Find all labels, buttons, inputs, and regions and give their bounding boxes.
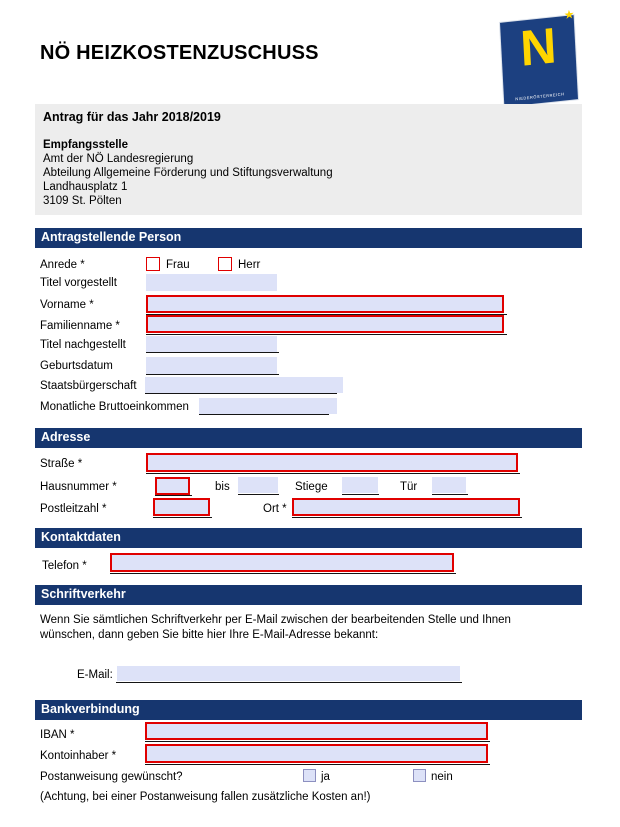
postanweisung-nein-checkbox[interactable]	[413, 769, 426, 782]
field-underline	[146, 374, 279, 375]
titel-nachgestellt-input[interactable]	[146, 336, 277, 352]
field-underline	[153, 517, 212, 518]
field-underline	[432, 494, 468, 495]
postanweisung-label: Postanweisung gewünscht?	[40, 771, 183, 783]
anrede-label: Anrede *	[40, 259, 85, 271]
field-underline	[238, 494, 279, 495]
bruttoeinkommen-input[interactable]	[199, 398, 337, 414]
page-title: NÖ HEIZKOSTENZUSCHUSS	[40, 42, 319, 64]
bruttoeinkommen-label: Monatliche Bruttoeinkommen	[40, 401, 189, 413]
postanweisung-warning: (Achtung, bei einer Postanweisung fallen zusätzliche Kosten an!)	[40, 791, 371, 803]
staatsbuergerschaft-input[interactable]	[145, 377, 343, 393]
titel-vorgestellt-label: Titel vorgestellt	[40, 277, 117, 289]
kontoinhaber-label: Kontoinhaber *	[40, 750, 117, 762]
field-underline	[116, 682, 462, 683]
field-underline	[342, 494, 379, 495]
telefon-label: Telefon *	[42, 560, 87, 572]
section-header-schriftverkehr: Schriftverkehr	[35, 585, 582, 605]
field-underline	[110, 573, 456, 574]
titel-vorgestellt-input[interactable]	[146, 274, 277, 291]
titel-nachgestellt-label: Titel nachgestellt	[40, 339, 126, 351]
bis-input[interactable]	[238, 477, 278, 493]
office-line: Landhausplatz 1	[43, 181, 128, 193]
field-underline	[155, 495, 192, 496]
strasse-input[interactable]	[146, 453, 518, 472]
staatsbuergerschaft-label: Staatsbürgerschaft	[40, 380, 137, 392]
ort-label: Ort *	[263, 503, 287, 515]
section-header-kontaktdaten: Kontaktdaten	[35, 528, 582, 548]
field-underline	[199, 414, 329, 415]
tuer-label: Tür	[400, 481, 418, 493]
vorname-input[interactable]	[146, 295, 504, 313]
kontoinhaber-input[interactable]	[145, 744, 488, 763]
iban-label: IBAN *	[40, 729, 75, 741]
telefon-input[interactable]	[110, 553, 454, 572]
field-underline	[145, 393, 337, 394]
geburtsdatum-input[interactable]	[146, 357, 277, 374]
postanweisung-ja-checkbox[interactable]	[303, 769, 316, 782]
hausnummer-input[interactable]	[155, 477, 190, 495]
anrede-frau-checkbox[interactable]	[146, 257, 160, 271]
vorname-label: Vorname *	[40, 299, 94, 311]
office-label: Empfangsstelle	[43, 139, 128, 151]
logo-region-label: NIEDERÖSTERREICH	[515, 91, 565, 102]
strasse-label: Straße *	[40, 458, 83, 470]
field-underline	[146, 334, 507, 335]
schriftverkehr-text-line: wünschen, dann geben Sie bitte hier Ihre E-Mail-Adresse bekannt:	[40, 629, 379, 641]
schriftverkehr-text-line: Wenn Sie sämtlichen Schriftverkehr per E-Mail zwischen der bearbeitenden Stelle und Ihnen	[40, 614, 511, 626]
email-input[interactable]	[117, 666, 460, 681]
star-icon: ★	[563, 7, 575, 23]
stiege-input[interactable]	[342, 477, 378, 493]
logo-card	[500, 7, 578, 107]
stiege-label: Stiege	[295, 481, 328, 493]
familienname-input[interactable]	[146, 315, 504, 333]
hausnummer-label: Hausnummer *	[40, 481, 117, 493]
postanweisung-nein-label: nein	[431, 771, 453, 783]
email-label: E-Mail:	[77, 669, 113, 681]
section-header-bankverbindung: Bankverbindung	[35, 700, 582, 720]
anrede-herr-label: Herr	[238, 259, 261, 271]
office-line: 3109 St. Pölten	[43, 195, 122, 207]
office-line: Abteilung Allgemeine Förderung und Stiftungsverwaltung	[43, 167, 333, 179]
postleitzahl-input[interactable]	[153, 498, 210, 516]
office-line: Amt der NÖ Landesregierung	[43, 153, 194, 165]
postleitzahl-label: Postleitzahl *	[40, 503, 107, 515]
postanweisung-ja-label: ja	[321, 771, 330, 783]
bis-label: bis	[215, 481, 230, 493]
iban-input[interactable]	[145, 722, 488, 740]
section-header-person: Antragstellende Person	[35, 228, 582, 248]
anrede-frau-label: Frau	[166, 259, 190, 271]
familienname-label: Familienname *	[40, 320, 120, 332]
field-underline	[145, 764, 490, 765]
field-underline	[292, 517, 522, 518]
field-underline	[146, 352, 279, 353]
anrede-herr-checkbox[interactable]	[218, 257, 232, 271]
field-underline	[146, 473, 520, 474]
logo-n-letter: N	[518, 17, 558, 77]
section-header-adresse: Adresse	[35, 428, 582, 448]
geburtsdatum-label: Geburtsdatum	[40, 360, 113, 372]
application-year-heading: Antrag für das Jahr 2018/2019	[43, 110, 221, 124]
tuer-input[interactable]	[432, 477, 466, 493]
niederoesterreich-logo	[500, 7, 584, 108]
field-underline	[145, 741, 490, 742]
ort-input[interactable]	[292, 498, 520, 516]
